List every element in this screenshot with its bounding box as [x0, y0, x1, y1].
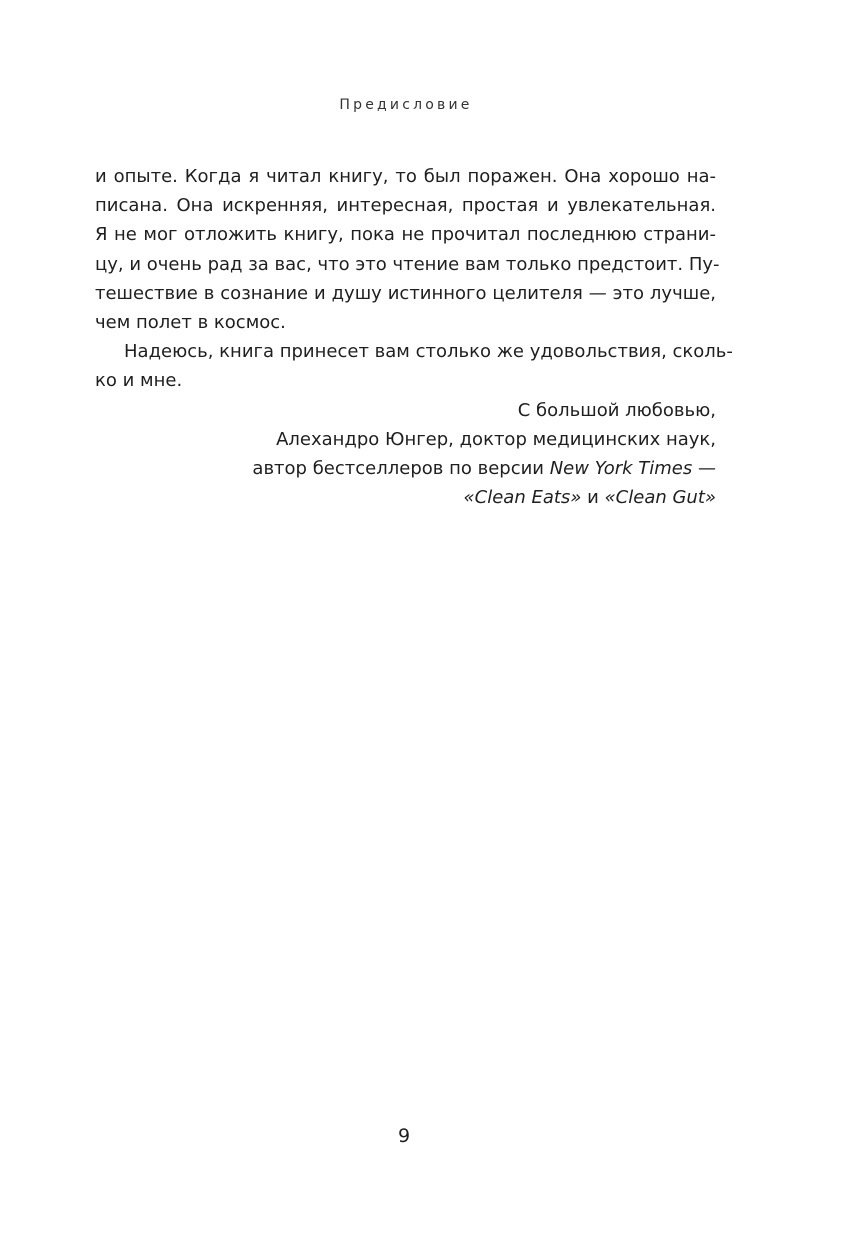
text-line: тешествие в сознание и душу истинного целителя — это лучше, — [95, 282, 716, 304]
book-title: «Clean Eats» — [463, 487, 582, 509]
book-title: «Clean Gut» — [604, 487, 716, 509]
signature-closing: С большой любовью, — [517, 399, 716, 421]
text-line: Надеюсь, книга принесет вам столько же удовольствия, сколь- — [124, 341, 733, 363]
page-number: 9 — [397, 1125, 411, 1147]
signature-credentials — [95, 454, 716, 483]
text-line: Я не мог отложить книгу, пока не прочитал последнюю страни- — [95, 224, 716, 246]
text-line: и опыте. Когда я читал книгу, то был поражен. Она хорошо на- — [95, 166, 716, 187]
text-line: ко и мне. — [95, 370, 183, 392]
text-line: цу, и очень рад за вас, что это чтение вам только предстоит. Пу- — [95, 253, 720, 275]
conjunction: и — [581, 487, 605, 509]
credentials-prefix: автор бестселлеров по версии — [252, 457, 550, 479]
running-head: Предисловие — [339, 97, 473, 113]
main-text — [95, 162, 733, 512]
signature-books — [95, 483, 716, 512]
credentials-suffix: — — [692, 457, 716, 479]
signature-author: Алехандро Юнгер, доктор медицинских наук, — [276, 428, 716, 450]
text-line: чем полет в космос. — [95, 311, 286, 333]
text-line: писана. Она искренняя, интересная, простая и увлекательная. — [95, 195, 716, 217]
publication-name: New York Times — [549, 457, 693, 479]
